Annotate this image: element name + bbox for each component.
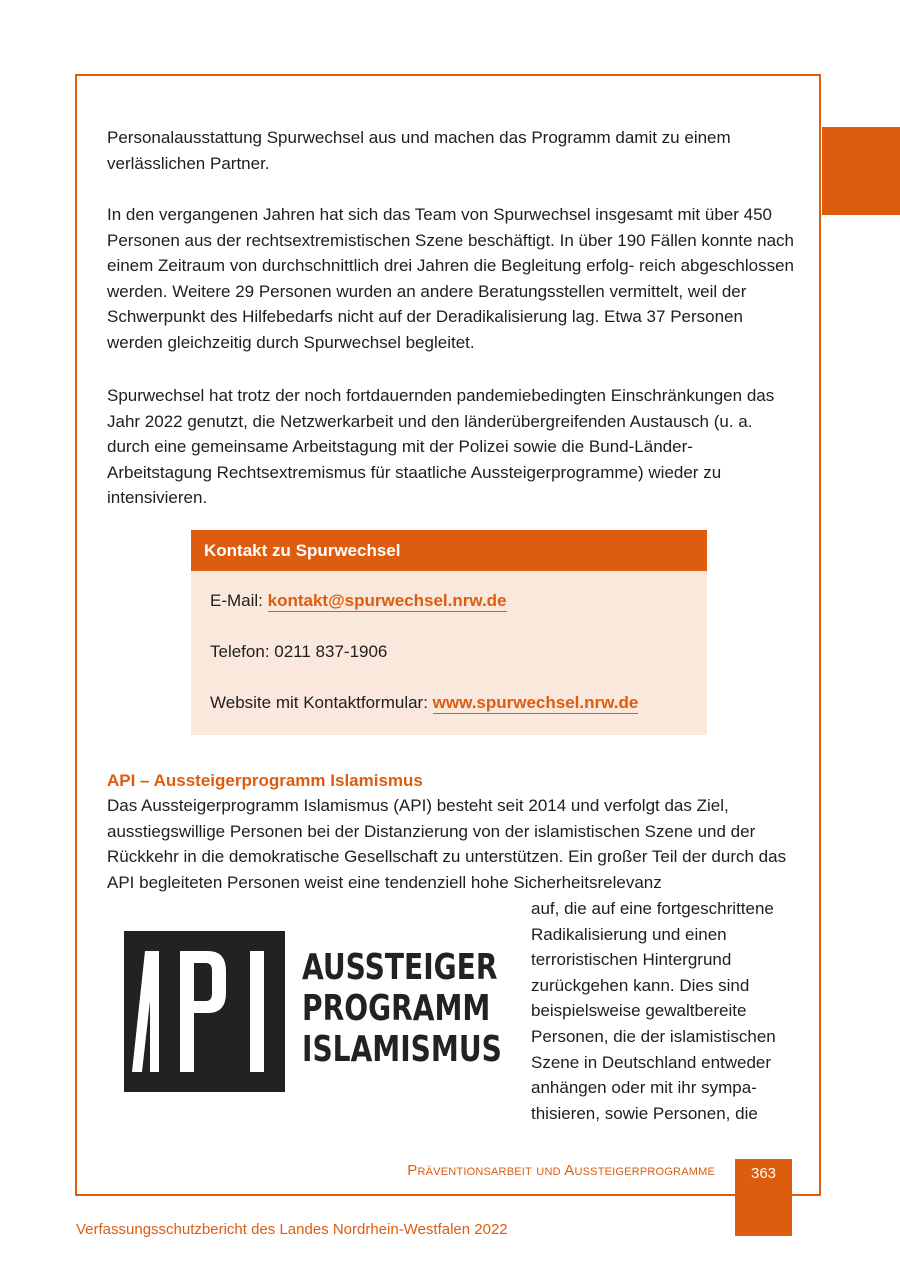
side-line: thisieren, sowie Personen, die [531,1103,758,1123]
logo-line-2: PROGRAMM [302,988,491,1029]
paragraph-2: In den vergangenen Jahren hat sich das Team von Spurwechsel insgesamt mit über 450 Personen aus der rechtsextremistischen Szene beschäftigt. In über 190 Fällen konnte nach einem Zeitraum von durchschnittlich drei Jahren die Begleitung erfolg- reich abgeschlossen werden. Weitere 29 Personen wurden an andere Beratungsstellen vermittelt, weil der Schwerpunkt des Hilfebedarfs nicht auf der Deradikalisierung lag. Etwa 37 Personen werden gleichzeitig durch Spurwechsel begleitet. [107,205,795,352]
api-logo-wordmark [302,947,502,1070]
contact-phone: Telefon: 0211 837-1906 [210,642,388,661]
page-number: 363 [750,1165,777,1182]
email-label: E-Mail: [210,591,268,610]
logo-line-1: AUSSTEIGER [302,947,498,988]
side-line: anhängen oder mit ihr sympa- [531,1078,757,1098]
website-link[interactable]: www.spurwechsel.nrw.de [432,693,639,712]
publication-title: Verfassungsschutzbericht des Landes Nordrhein-Westfalen 2022 [76,1221,508,1238]
side-line: Szene in Deutschland entweder [531,1052,772,1072]
side-line: Personen, die der islamistischen [531,1026,776,1046]
contact-box [191,530,707,735]
api-logo-mark [124,931,285,1092]
logo-line-3: ISLAMISMUS [302,1029,502,1070]
website-label: Website mit Kontaktformular: [210,693,433,712]
side-line: zurückgehen kann. Dies sind [531,975,750,995]
api-logo [124,931,512,1092]
api-heading: API – Aussteigerprogramm Islamismus [107,771,423,790]
paragraph-3: Spurwechsel hat trotz der noch fortdauernden pandemiebedingten Einschränkungen das Jahr 2022 genutzt, die Netzwerkarbeit und den länderübergreifenden Austausch (u. a. durch eine gemeinsame Arbeitstagung mit der Polizei sowie die Bund-Länder- Arbeitstagung Rechtsextremismus für staatliche Aussteigerprogramme) wieder zu intensivieren. [107,386,775,508]
api-side-text [531,896,801,1126]
chapter-tab [822,127,900,215]
email-link[interactable]: kontakt@spurwechsel.nrw.de [267,591,507,610]
logo-letter-p-stem [180,951,194,1072]
section-title: Präventionsarbeit und Aussteigerprogramme [407,1162,715,1179]
side-line: Radikalisierung und einen [531,924,727,944]
contact-email-line [210,590,507,612]
api-logo-letters [124,931,285,1092]
contact-heading: Kontakt zu Spurwechsel [191,530,707,571]
side-line: terroristischen Hintergrund [531,950,732,970]
paragraph-1: Personalausstattung Spurwechsel aus und machen das Programm damit zu einem verlässlichen Partner. [107,128,731,173]
page-number-box [735,1159,792,1236]
side-line: auf, die auf eine fortgeschrittene [531,899,774,918]
contact-website-line [210,692,638,714]
side-line: beispielsweise gewaltbereite [531,1001,747,1021]
api-intro: Das Aussteigerprogramm Islamismus (API) besteht seit 2014 und verfolgt das Ziel, ausstiegswillige Personen bei der Distanzierung von der islamistischen Szene und der Rückkehr in die demokratische Gesellschaft zu unterstützen. Ein großer Teil der durch das API begleiteten Personen weist eine tendenziell hohe Sicherheitsrelevanz [107,796,787,892]
logo-letter-p-bowl [194,951,226,1013]
logo-letter-i [250,951,264,1072]
logo-letter-a [132,951,159,1072]
